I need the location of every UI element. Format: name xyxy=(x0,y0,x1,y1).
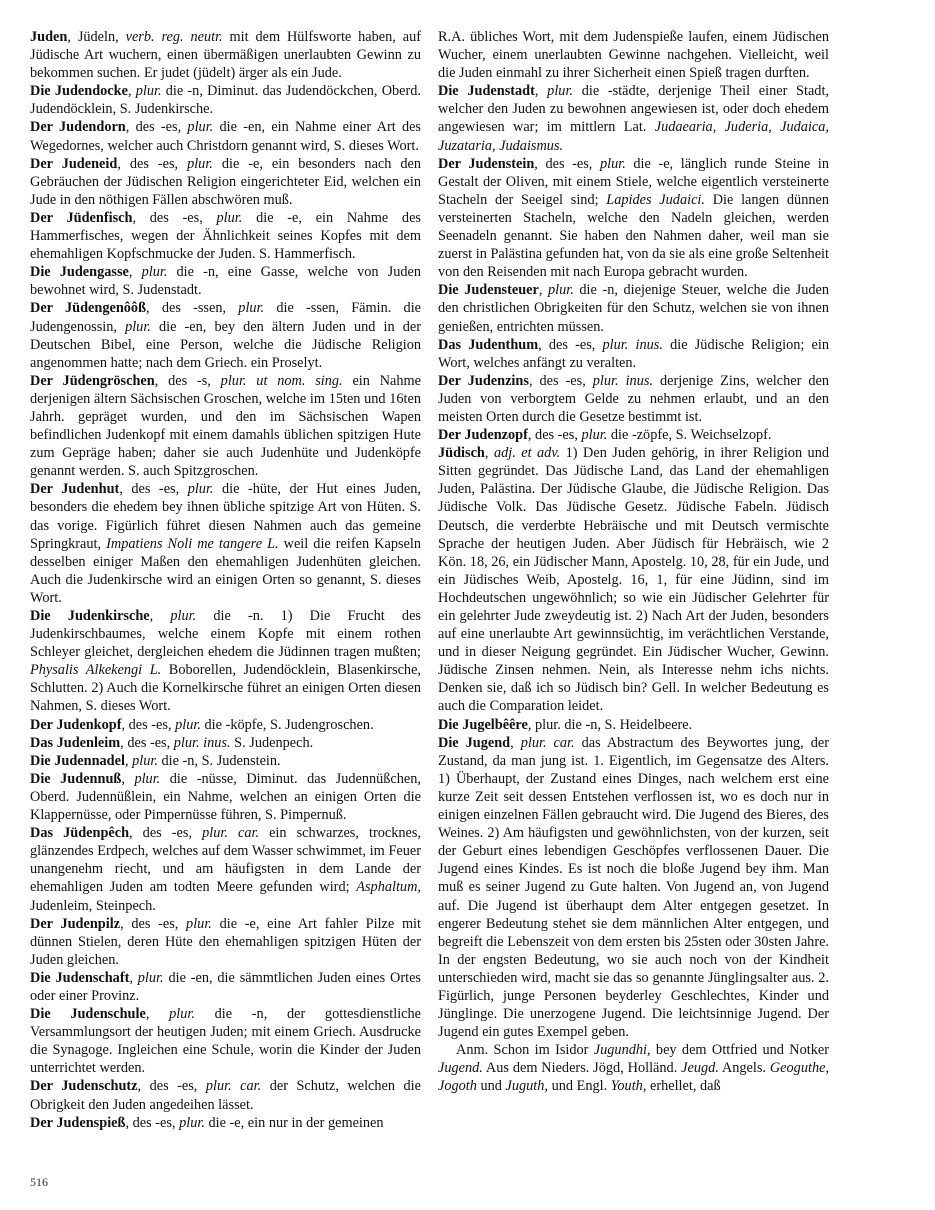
dictionary-entry xyxy=(30,1005,421,1077)
dictionary-entry xyxy=(30,28,421,82)
dictionary-entry xyxy=(30,969,421,1005)
entry-headword: Die Judenkirsche xyxy=(30,608,150,624)
entry-headword: Der Judenschutz xyxy=(30,1078,138,1095)
dictionary-entry xyxy=(30,607,421,716)
entry-definition: , des -es, plur. die -e, länglich runde Steine in Gestalt der Oliven, mit einem Stiele, welche eigentlich versteinerte Stacheln der Seeigel sind; Lapides Judaici. Die langen dünnen versteinerten Stacheln, welche den Nadeln gleichen, werden Seenadeln genannt. Sie haben den Nahmen daher, weil man sie zuerst in Palästina gefunden hat, von da sie als eine große Seltenheit von den Reisenden mit nach Europa gebracht wurden. xyxy=(438,155,829,281)
entry-definition: , plur. die -n, der gottesdienstliche Versammlungsort der heutigen Juden; mit einem Griech. Ausdrucke die Synagoge. Ingleichen eine Schule, worin die Kinder der Juden unterrichtet werden. xyxy=(30,1006,422,1077)
entry-definition: , plur. car. das Abstractum des Beywortes jung, der Zustand, da man jung ist. 1. Eigentlich, im Gegensatze des Alters. 1) Überhaupt, der Zustand eines Dinges, nach welchem erst eine kurze Zeit seit dessen Entstehen verflossen ist, wo es doch nur in einigen einzelnen Fällen gebraucht wird. Die Jugend des Bieres, des Weines. 2) Am häufigsten und gewöhnlichsten, von der kurzen, seit der Geburt eines lebendigen Geschöpfes verflossenen Dauer. Die Jugend eines Kindes. Es ist noch die bloße Jugend bey ihm. Man muß es seiner Jugend zu Gute halten. Von Jugend an, von Jugend auf. Die Jugend ist überhaupt dem Alter entgegen gesetzet. In engerer Bedeutung stehet sie dem männlichen Alter entgegen, und begreift die Lebenszeit von dem ersten bis 25sten oder 30sten Jahre. In der engsten Bedeutung, wo sie auch noch von der Kindheit unterschieden wird, macht sie das so genannte Jünglingsalter aus. 2. Figürlich, junge Personen beyderley Geschlechtes, Kinder und Jünglinge. Die unerzogene Jugend. Die leichtsinnige Jugend. Der Jugend ein gutes Exempel geben. xyxy=(438,734,829,1041)
dictionary-entry xyxy=(30,752,421,770)
dictionary-entry xyxy=(30,770,421,824)
entry-headword: Der Jüdenfisch xyxy=(30,209,133,226)
entry-headword: Die Judengasse xyxy=(30,264,129,281)
entry-headword: Die Judenstadt xyxy=(438,83,535,100)
entry-headword: Jüdisch xyxy=(438,445,485,462)
entry-headword: Der Judeneid xyxy=(30,155,118,172)
dictionary-entry xyxy=(438,155,829,282)
dictionary-entry xyxy=(438,28,829,82)
entry-definition: , des -es, plur. die -zöpfe, S. Weichselzopf. xyxy=(527,427,772,444)
page-number: 516 xyxy=(30,1175,48,1189)
entry-definition: , plur. die -n. 1) Die Frucht des Judenkirschbaumes, welche einem Kopfe mit einem rothen Schleyer gleichet, dergleichen ehedem die Jüdinnen tragen mußten; Physalis Alkekengi L. Boborellen, Judendöcklein, Blasenkirsche, Schlutten. 2) Auch die Kornelkirsche führet an einigen Orten diesen Nahmen, S. dieses Wort. xyxy=(30,608,421,715)
entry-definition: , Jüdeln, verb. reg. neutr. mit dem Hülfsworte haben, auf Jüdische Art wuchern, einen übermäßigen unerlaubten Gewinn zu bekommen suchen. Er judet (jüdelt) ärger als ein Jude. xyxy=(30,29,421,82)
entry-definition: , plur. die -n, Diminut. das Judendöckchen, Oberd. Judendöcklein, S. Judenkirsche. xyxy=(30,83,421,118)
entry-definition: , plur. die -n, S. Judenstein. xyxy=(124,752,281,769)
entry-headword: Die Judennuß xyxy=(30,770,122,787)
dictionary-entry xyxy=(30,824,421,914)
dictionary-entry xyxy=(438,716,829,734)
entry-definition: , des -ssen, plur. die -ssen, Fämin. die Judengenossin, plur. die -en, bey den ältern Juden und in der Deutschen Bibel, eine Person, welche die Jüdische Religion angenommen hatte; nach dem Griech. ein Proselyt. xyxy=(30,300,422,371)
entry-headword: Der Judenstein xyxy=(438,155,535,172)
entry-headword: Der Jüdengenôôß xyxy=(30,300,147,317)
right-column xyxy=(438,28,829,1096)
entry-definition: , plur. die -n, eine Gasse, welche von Juden bewohnet wird, S. Judenstadt. xyxy=(30,264,421,299)
dictionary-entry xyxy=(30,82,421,118)
entry-definition: , plur. die -städte, derjenige Theil einer Stadt, welcher den Juden zu bewohnen angewiesen ist, oder doch ehedem angewiesen war; im mittlern Lat. Judaearia, Juderia, Judaica, Juzataria, Judaismus. xyxy=(438,83,830,154)
entry-headword: Der Judenspieß xyxy=(30,1114,126,1131)
entry-headword: Der Judendorn xyxy=(30,119,126,136)
entry-definition: , des -es, plur. die -e, eine Art fahler Pilze mit dünnen Stielen, deren Hüte den ehemahligen spitzigen Hüten der Juden gleichen. xyxy=(30,915,422,968)
entry-definition: , des -es, plur. inus. derjenige Zins, welcher den Juden von verborgtem Gelde zu nehmen erlaubt, und an den meisten Orten durch die Gesetze bestimmt ist. xyxy=(438,372,830,425)
dictionary-entry xyxy=(438,734,829,1042)
entry-headword: Das Judenleim xyxy=(30,734,121,751)
entry-definition: , plur. die -nüsse, Diminut. das Judennüßchen, Oberd. Judennüßlein, ein Nahme, welchen an einigen Orten die Klappernüsse, oder Pimpernüsse führen, S. Pimpernuß. xyxy=(30,770,421,824)
entry-headword: Der Jüdengröschen xyxy=(30,372,155,389)
dictionary-entry xyxy=(438,82,829,154)
dictionary-entry xyxy=(30,209,421,263)
entry-headword: Die Judennadel xyxy=(30,752,125,769)
entry-definition: , des -es, plur. inus. die Jüdische Religion; ein Wort, welches anfängt zu veralten. xyxy=(438,336,829,371)
entry-headword: Das Judenthum xyxy=(438,336,539,353)
dictionary-entry xyxy=(438,426,829,444)
dictionary-entry xyxy=(30,1077,421,1113)
dictionary-entry xyxy=(438,281,829,335)
dictionary-entry xyxy=(438,444,829,715)
entry-headword: Die Jugelbêêre xyxy=(438,716,528,733)
entry-definition: , des -es, plur. die -e, ein Nahme des Hammerfisches, wegen der Ähnlichkeit seines Kopfes mit dem ehemahligen Kopfschmucke der Juden. S. Hammerfisch. xyxy=(30,209,421,263)
entry-definition: , plur. die -n, diejenige Steuer, welche die Juden den christlichen Obrigkeiten für den Schutz, welchen sie von ihnen genießen, entrichten müssen. xyxy=(438,282,829,335)
entry-definition: , des -es, plur. die -e, ein besonders nach den Gebräuchen der Jüdischen Religion eingerichteter Eid, welchen ein Jude in den nöthigen Fällen abschwören muß. xyxy=(30,155,421,208)
dictionary-entry xyxy=(30,155,421,209)
entry-definition: , adj. et adv. 1) Den Juden gehörig, in ihrer Religion und Sitten gegründet. Das Jüdische Land, das Land der ehemahligen Juden, Palästina. Der Jüdische Glaube, die Jüdische Religion. Das Jüdische Volk. Das Jüdische Gesetz. Jüdische Fabeln. Jüdisch Deutsch, die verderbte Hebräische und mit Deutsch vermischte Sprache der heutigen Juden. Aber Jüdisch für Hebräisch, wie 2 Kön. 18, 26, ein Jüdischer Mann, Apostelg. 10, 28, für ein Jude, und ein Jüdisches Weib, Apostelg. 16, 1, für eine Jüdinn, sind im Hochdeutschen ungewöhnlich; so wie ein Jüdischer Gelehrter für ein gelehrter Jude zweydeutig ist. 2) Nach Art der Juden, besonders auf eine unerlaubte Art gewinnsüchtig, im verächtlichen Verstande, und in dieser Neigung gegründet. Ein Jüdischer Wucher, Gewinn. Jüdische Zinsen nehmen. Nein, als Interesse nehm ichs nichts. Denken sie, daß ich so Jüdisch bin? Gell. In welcher Bedeutung es auch die Comparation leidet. xyxy=(438,445,829,715)
entry-headword: Die Judenschaft xyxy=(30,969,130,986)
entry-definition: , des -s, plur. ut nom. sing. ein Nahme derjenigen ältern Sächsischen Groschen, welche im 15ten und 16ten Jahrh. gepräget wurden, und den im Sächsischen Wapen befindlichen Judenkopf mit einem damahls üblichen spitzigen Hute zum Gepräge haben; daher sie auch Judenhüte und Judenköpfe genannt werden. S. auch Spitzgroschen. xyxy=(30,372,421,480)
entry-headword: Die Judendocke xyxy=(30,83,128,100)
entry-definition: , des -es, plur. inus. S. Judenpech. xyxy=(120,734,314,751)
dictionary-entry xyxy=(30,1114,421,1132)
entry-definition: R.A. übliches Wort, mit dem Judenspieße laufen, einem Jüdischen Wucher, einem unerlaubten Gewinne nachgehen. Vielleicht, weil die Juden einmahl zu ihrer Sicherheit einen Spieß tragen durften. xyxy=(438,29,829,82)
left-column xyxy=(30,28,421,1132)
dictionary-entry xyxy=(438,336,829,372)
entry-headword: Der Judenzopf xyxy=(438,427,528,444)
entry-definition: , des -es, plur. car. der Schutz, welchen die Obrigkeit den Juden angedeihen lässet. xyxy=(30,1078,421,1113)
dictionary-entry xyxy=(30,734,421,752)
entry-definition: , plur. die -n, S. Heidelbeere. xyxy=(527,716,693,733)
entry-definition: , des -es, plur. die -en, ein Nahme einer Art des Wegedornes, welcher auch Christdorn genannt wird, S. dieses Wort. xyxy=(30,119,421,154)
entry-headword: Der Judenhut xyxy=(30,481,120,498)
entry-headword: Der Judenpilz xyxy=(30,915,121,932)
dictionary-entry xyxy=(30,372,421,481)
entry-headword: Der Judenkopf xyxy=(30,716,122,733)
entry-definition: , des -es, plur. die -e, ein nur in der gemeinen xyxy=(125,1114,384,1131)
entry-headword: Juden xyxy=(30,29,68,45)
dictionary-entry xyxy=(30,299,421,371)
entry-headword: Die Jugend xyxy=(438,734,511,751)
entry-definition: , des -es, plur. car. ein schwarzes, trocknes, glänzendes Erdpech, welches auf dem Wasser schwimmet, im Feuer unangenehm riecht, und am häufigsten in dem Lande der ehemahligen Juden am todten Meere gefunden wird; Asphaltum, Judenleim, Steinpech. xyxy=(30,825,421,914)
entry-definition: , plur. die -en, die sämmtlichen Juden eines Ortes oder einer Provinz. xyxy=(30,969,421,1004)
dictionary-entry xyxy=(30,480,421,607)
annotation-paragraph: Anm. Schon im Isidor Jugundhi, bey dem Ottfried und Notker Jugend. Aus dem Nieders. Jögd, Holländ. Jeugd. Angels. Geoguthe, Jogoth und Juguth, und Engl. Youth, erhellet, daß xyxy=(438,1042,830,1095)
dictionary-entry xyxy=(30,263,421,299)
entry-headword: Der Judenzins xyxy=(438,372,529,389)
dictionary-entry xyxy=(30,915,421,969)
entry-headword: Das Jüdenpêch xyxy=(30,825,130,842)
dictionary-entry xyxy=(30,716,421,734)
entry-definition: , des -es, plur. die -köpfe, S. Judengroschen. xyxy=(121,716,374,733)
entry-definition: , des -es, plur. die -hüte, der Hut eines Juden, besonders die ehedem bey ihnen übliche spitzige Art von Hüten. S. das vorige. Figürlich führet diesen Nahmen auch das gemeine Springkraut, Impatiens Noli me tangere L. weil die reifen Kapseln desselben einiger Maßen den ehemahligen Judenhüten gleichen. Auch die Judenkirsche wird an einigen Orten so genannt, S. dieses Wort. xyxy=(30,481,422,606)
entry-headword: Die Judenschule xyxy=(30,1006,146,1023)
entry-headword: Die Judensteuer xyxy=(438,282,539,299)
dictionary-entry xyxy=(30,118,421,154)
dictionary-entry xyxy=(438,372,829,426)
